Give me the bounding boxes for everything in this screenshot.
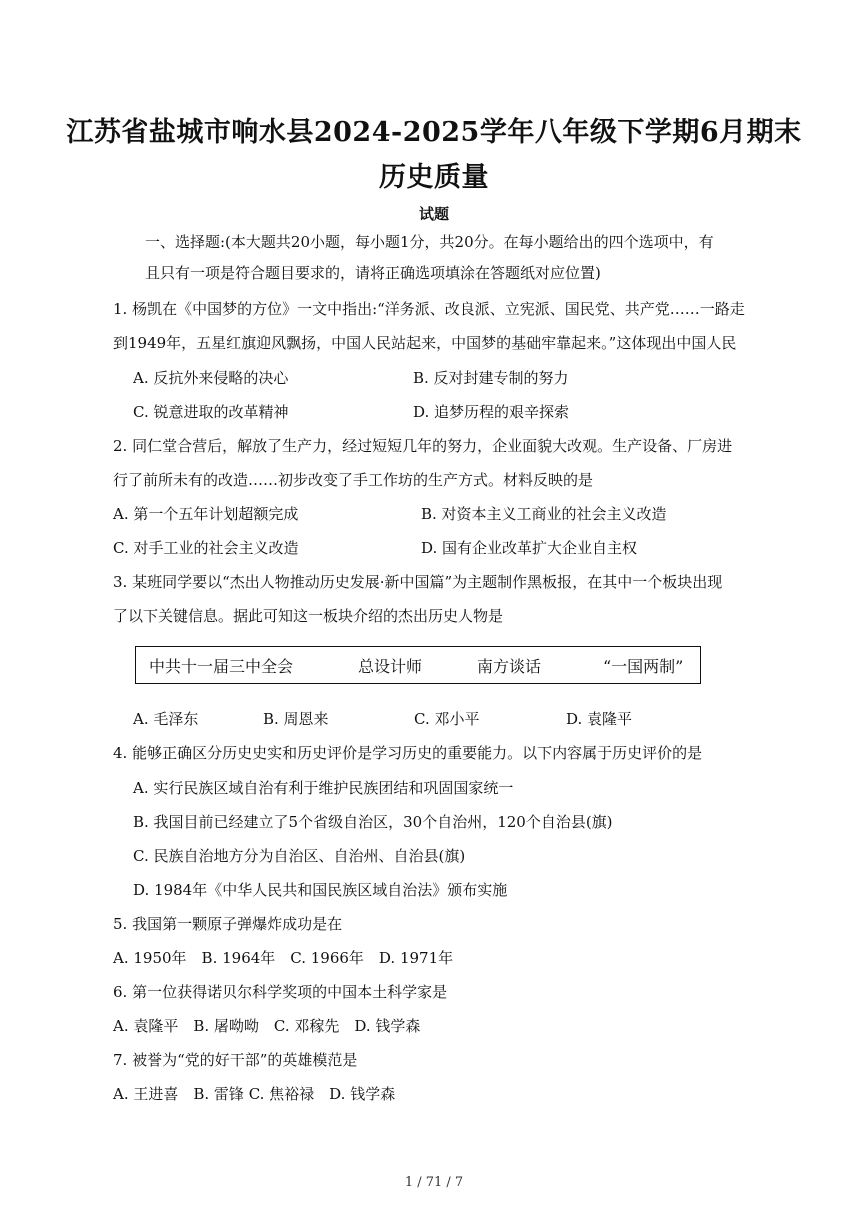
- question-3-line2: 了以下关键信息。据此可知这一板块介绍的杰出历史人物是: [113, 607, 504, 625]
- question-2-option-d: D. 国有企业改革扩大企业自主权: [421, 539, 638, 557]
- question-3-line1: 3. 某班同学要以“杰出人物推动历史发展·新中国篇”为主题制作黑板报，在其中一个板块出现: [113, 573, 723, 591]
- question-3-option-b: B. 周恩来: [263, 710, 329, 728]
- keyword-item: 中共十一届三中全会: [149, 657, 294, 676]
- page-title-line1: 江苏省盐城市响水县2024-2025学年八年级下学期6月期末: [66, 117, 802, 148]
- section-instruction-line1: 一、选择题:(本大题共20小题，每小题1分，共20分。在每小题给出的四个选项中，有: [145, 233, 714, 251]
- keyword-item: 南方谈话: [477, 657, 542, 676]
- question-1-line2: 到1949年，五星红旗迎风飘扬，中国人民站起来，中国梦的基础牢靠起来。”这体现出中国人民: [113, 334, 737, 352]
- question-1-option-a: A. 反抗外来侵略的决心: [133, 369, 289, 387]
- page-subtitle: 试题: [418, 205, 449, 223]
- question-4-option-c: C. 民族自治地方分为自治区、自治州、自治县(旗): [133, 847, 466, 865]
- question-2-line1: 2. 同仁堂合营后，解放了生产力，经过短短几年的努力，企业面貌大改观。生产设备、厂房进: [113, 437, 733, 455]
- question-5-line1: 5. 我国第一颗原子弹爆炸成功是在: [113, 915, 343, 933]
- keyword-item: 总设计师: [358, 657, 423, 676]
- question-5-options: A. 1950年 B. 1964年 C. 1966年 D. 1971年: [113, 949, 454, 967]
- question-4-option-b: B. 我国目前已经建立了5个省级自治区，30个自治州，120个自治县(旗): [133, 813, 613, 831]
- question-1-option-d: D. 追梦历程的艰辛探索: [413, 403, 570, 421]
- question-4-option-a: A. 实行民族区域自治有利于维护民族团结和巩固国家统一: [133, 779, 514, 797]
- question-3-option-c: C. 邓小平: [414, 710, 480, 728]
- question-3-option-d: D. 袁隆平: [566, 710, 633, 728]
- question-1-option-b: B. 反对封建专制的努力: [413, 369, 569, 387]
- question-7-options: A. 王进喜 B. 雷锋 C. 焦裕禄 D. 钱学森: [113, 1085, 396, 1103]
- question-2-option-b: B. 对资本主义工商业的社会主义改造: [421, 505, 667, 523]
- question-3-option-a: A. 毛泽东: [133, 710, 199, 728]
- keyword-item: “一国两制”: [603, 657, 684, 676]
- page-number: 1 / 71 / 7: [404, 1175, 464, 1190]
- question-2-line2: 行了前所未有的改造……初步改变了手工作坊的生产方式。材料反映的是: [113, 471, 594, 489]
- question-6-line1: 6. 第一位获得诺贝尔科学奖项的中国本土科学家是: [113, 983, 448, 1001]
- question-7-line1: 7. 被誉为“党的好干部”的英雄模范是: [113, 1051, 358, 1069]
- page-title-line2: 历史质量: [379, 162, 489, 193]
- question-6-options: A. 袁隆平 B. 屠呦呦 C. 邓稼先 D. 钱学森: [113, 1017, 421, 1035]
- question-2-option-a: A. 第一个五年计划超额完成: [113, 505, 299, 523]
- question-2-option-c: C. 对手工业的社会主义改造: [113, 539, 299, 557]
- section-instruction-line2: 且只有一项是符合题目要求的，请将正确选项填涂在答题纸对应位置): [145, 264, 601, 282]
- question-1-line1: 1. 杨凯在《中国梦的方位》一文中指出:“洋务派、改良派、立宪派、国民党、共产党……一路走: [113, 300, 745, 318]
- question-4-line1: 4. 能够正确区分历史史实和历史评价是学习历史的重要能力。以下内容属于历史评价的是: [113, 744, 703, 762]
- question-1-option-c: C. 锐意进取的改革精神: [133, 403, 289, 421]
- question-4-option-d: D. 1984年《中华人民共和国民族区域自治法》颁布实施: [133, 881, 508, 899]
